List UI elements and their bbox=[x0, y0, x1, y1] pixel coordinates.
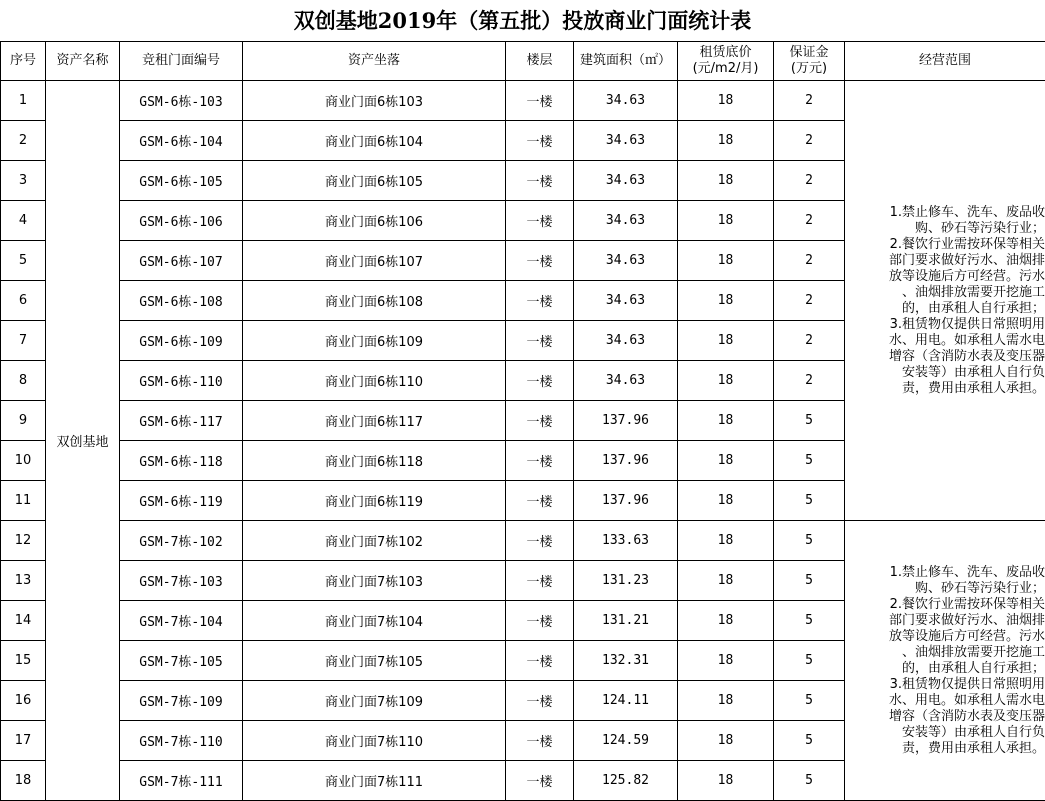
cell-floor: 一楼 bbox=[506, 201, 574, 241]
cell-location: 商业门面7栋104 bbox=[243, 601, 506, 641]
cell-seq: 5 bbox=[1, 241, 46, 281]
cell-seq: 17 bbox=[1, 721, 46, 761]
cell-location: 商业门面6栋104 bbox=[243, 121, 506, 161]
scope-line: 安装等）由承租人自行负 bbox=[901, 724, 1045, 740]
cell-scope bbox=[845, 521, 1045, 801]
cell-store-code: GSM-6栋-105 bbox=[120, 161, 243, 201]
cell-rent: 18 bbox=[678, 561, 774, 601]
scope-line: 、油烟排放需要开挖施工 bbox=[901, 284, 1045, 300]
cell-store-code: GSM-7栋-102 bbox=[120, 521, 243, 561]
cell-floor: 一楼 bbox=[506, 681, 574, 721]
cell-store-code: GSM-7栋-110 bbox=[120, 721, 243, 761]
cell-rent: 18 bbox=[678, 281, 774, 321]
cell-area: 124.59 bbox=[574, 721, 678, 761]
scope-line: 责，费用由承租人承担。 bbox=[901, 380, 1045, 396]
cell-rent: 18 bbox=[678, 601, 774, 641]
cell-floor: 一楼 bbox=[506, 401, 574, 441]
cell-store-code: GSM-6栋-107 bbox=[120, 241, 243, 281]
cell-floor: 一楼 bbox=[506, 521, 574, 561]
cell-location: 商业门面6栋105 bbox=[243, 161, 506, 201]
header-row bbox=[1, 42, 1045, 81]
scope-line: 的，由承租人自行承担； bbox=[901, 660, 1045, 676]
header-scope: 经营范围 bbox=[845, 42, 1045, 81]
cell-seq: 10 bbox=[1, 441, 46, 481]
cell-area: 137.96 bbox=[574, 441, 678, 481]
cell-area: 34.63 bbox=[574, 361, 678, 401]
cell-location: 商业门面6栋118 bbox=[243, 441, 506, 481]
scope-line: 、油烟排放需要开挖施工 bbox=[901, 644, 1045, 660]
table-row bbox=[1, 521, 1045, 561]
cell-seq: 13 bbox=[1, 561, 46, 601]
cell-store-code: GSM-7栋-103 bbox=[120, 561, 243, 601]
cell-location: 商业门面7栋103 bbox=[243, 561, 506, 601]
header-rent bbox=[678, 42, 774, 81]
cell-rent: 18 bbox=[678, 521, 774, 561]
cell-store-code: GSM-7栋-105 bbox=[120, 641, 243, 681]
scope-line: 水、用电。如承租人需水电 bbox=[888, 692, 1045, 708]
cell-rent: 18 bbox=[678, 761, 774, 801]
scope-line: 部门要求做好污水、油烟排 bbox=[888, 252, 1045, 268]
cell-store-code: GSM-6栋-106 bbox=[120, 201, 243, 241]
cell-seq: 11 bbox=[1, 481, 46, 521]
page-title: 双创基地2019年（第五批）投放商业门面统计表 bbox=[293, 8, 752, 33]
scope-line: 2.餐饮行业需按环保等相关 bbox=[889, 596, 1045, 612]
cell-seq: 4 bbox=[1, 201, 46, 241]
cell-rent: 18 bbox=[678, 681, 774, 721]
cell-rent: 18 bbox=[678, 481, 774, 521]
cell-area: 131.23 bbox=[574, 561, 678, 601]
cell-location: 商业门面6栋109 bbox=[243, 321, 506, 361]
cell-seq: 18 bbox=[1, 761, 46, 801]
header-location: 资产坐落 bbox=[243, 42, 506, 81]
cell-deposit: 5 bbox=[774, 681, 845, 721]
cell-deposit: 5 bbox=[774, 601, 845, 641]
cell-seq: 3 bbox=[1, 161, 46, 201]
cell-rent: 18 bbox=[678, 721, 774, 761]
scope-line: 1.禁止修车、洗车、废品收 bbox=[889, 564, 1045, 580]
cell-deposit: 2 bbox=[774, 281, 845, 321]
scope-line: 水、用电。如承租人需水电 bbox=[888, 332, 1045, 348]
cell-rent: 18 bbox=[678, 161, 774, 201]
cell-deposit: 5 bbox=[774, 401, 845, 441]
cell-area: 132.31 bbox=[574, 641, 678, 681]
cell-area: 125.82 bbox=[574, 761, 678, 801]
scope-line: 3.租赁物仅提供日常照明用 bbox=[889, 676, 1045, 692]
cell-area: 34.63 bbox=[574, 281, 678, 321]
cell-floor: 一楼 bbox=[506, 761, 574, 801]
cell-deposit: 5 bbox=[774, 441, 845, 481]
cell-floor: 一楼 bbox=[506, 441, 574, 481]
cell-deposit: 2 bbox=[774, 241, 845, 281]
cell-floor: 一楼 bbox=[506, 281, 574, 321]
cell-seq: 7 bbox=[1, 321, 46, 361]
cell-rent: 18 bbox=[678, 361, 774, 401]
table-row bbox=[1, 81, 1045, 121]
cell-area: 34.63 bbox=[574, 321, 678, 361]
header-deposit bbox=[774, 42, 845, 81]
scope-line: 安装等）由承租人自行负 bbox=[901, 364, 1045, 380]
cell-rent: 18 bbox=[678, 121, 774, 161]
cell-seq: 14 bbox=[1, 601, 46, 641]
cell-floor: 一楼 bbox=[506, 361, 574, 401]
cell-location: 商业门面7栋105 bbox=[243, 641, 506, 681]
cell-deposit: 2 bbox=[774, 81, 845, 121]
header-asset-name: 资产名称 bbox=[46, 42, 120, 81]
scope-line: 3.租赁物仅提供日常照明用 bbox=[889, 316, 1045, 332]
cell-deposit: 2 bbox=[774, 201, 845, 241]
cell-seq: 9 bbox=[1, 401, 46, 441]
cell-deposit: 5 bbox=[774, 721, 845, 761]
cell-store-code: GSM-6栋-109 bbox=[120, 321, 243, 361]
cell-location: 商业门面7栋102 bbox=[243, 521, 506, 561]
cell-area: 34.63 bbox=[574, 241, 678, 281]
cell-rent: 18 bbox=[678, 321, 774, 361]
header-deposit-line2: (万元) bbox=[790, 61, 828, 76]
cell-store-code: GSM-6栋-103 bbox=[120, 81, 243, 121]
cell-rent: 18 bbox=[678, 241, 774, 281]
cell-rent: 18 bbox=[678, 401, 774, 441]
cell-floor: 一楼 bbox=[506, 481, 574, 521]
cell-floor: 一楼 bbox=[506, 121, 574, 161]
cell-store-code: GSM-7栋-109 bbox=[120, 681, 243, 721]
cell-area: 124.11 bbox=[574, 681, 678, 721]
header-deposit-line1: 保证金 bbox=[789, 45, 829, 60]
cell-area: 131.21 bbox=[574, 601, 678, 641]
cell-store-code: GSM-6栋-110 bbox=[120, 361, 243, 401]
scope-line: 放等设施后方可经营。污水 bbox=[888, 268, 1045, 284]
cell-deposit: 5 bbox=[774, 761, 845, 801]
cell-area: 133.63 bbox=[574, 521, 678, 561]
scope-line: 2.餐饮行业需按环保等相关 bbox=[889, 236, 1045, 252]
header-floor: 楼层 bbox=[506, 42, 574, 81]
cell-deposit: 2 bbox=[774, 161, 845, 201]
cell-rent: 18 bbox=[678, 201, 774, 241]
header-area: 建筑面积（㎡） bbox=[574, 42, 678, 81]
cell-seq: 1 bbox=[1, 81, 46, 121]
cell-area: 34.63 bbox=[574, 201, 678, 241]
cell-store-code: GSM-6栋-104 bbox=[120, 121, 243, 161]
cell-seq: 15 bbox=[1, 641, 46, 681]
cell-floor: 一楼 bbox=[506, 321, 574, 361]
cell-scope bbox=[845, 81, 1045, 521]
table-body bbox=[1, 81, 1045, 801]
scope-line: 放等设施后方可经营。污水 bbox=[888, 628, 1045, 644]
header-seq: 序号 bbox=[1, 42, 46, 81]
cell-deposit: 5 bbox=[774, 641, 845, 681]
cell-area: 34.63 bbox=[574, 121, 678, 161]
cell-floor: 一楼 bbox=[506, 601, 574, 641]
cell-location: 商业门面7栋109 bbox=[243, 681, 506, 721]
cell-deposit: 5 bbox=[774, 561, 845, 601]
cell-seq: 8 bbox=[1, 361, 46, 401]
cell-location: 商业门面6栋119 bbox=[243, 481, 506, 521]
scope-line: 购、砂石等污染行业； bbox=[914, 220, 1045, 236]
cell-floor: 一楼 bbox=[506, 241, 574, 281]
scope-line: 部门要求做好污水、油烟排 bbox=[888, 612, 1045, 628]
cell-deposit: 2 bbox=[774, 321, 845, 361]
cell-location: 商业门面6栋108 bbox=[243, 281, 506, 321]
store-table bbox=[0, 41, 1045, 801]
cell-rent: 18 bbox=[678, 641, 774, 681]
header-rent-line2: (元/m2/月) bbox=[692, 61, 759, 76]
cell-location: 商业门面6栋110 bbox=[243, 361, 506, 401]
cell-rent: 18 bbox=[678, 81, 774, 121]
cell-store-code: GSM-6栋-119 bbox=[120, 481, 243, 521]
scope-line: 增容（含消防水表及变压器 bbox=[888, 708, 1045, 724]
cell-floor: 一楼 bbox=[506, 81, 574, 121]
cell-store-code: GSM-6栋-118 bbox=[120, 441, 243, 481]
cell-location: 商业门面6栋117 bbox=[243, 401, 506, 441]
cell-seq: 2 bbox=[1, 121, 46, 161]
cell-area: 34.63 bbox=[574, 81, 678, 121]
cell-deposit: 2 bbox=[774, 361, 845, 401]
cell-floor: 一楼 bbox=[506, 161, 574, 201]
cell-rent: 18 bbox=[678, 441, 774, 481]
cell-area: 34.63 bbox=[574, 161, 678, 201]
cell-floor: 一楼 bbox=[506, 641, 574, 681]
cell-location: 商业门面7栋111 bbox=[243, 761, 506, 801]
cell-location: 商业门面7栋110 bbox=[243, 721, 506, 761]
header-rent-line1: 租赁底价 bbox=[699, 45, 752, 60]
cell-seq: 12 bbox=[1, 521, 46, 561]
cell-deposit: 5 bbox=[774, 521, 845, 561]
cell-location: 商业门面6栋106 bbox=[243, 201, 506, 241]
cell-floor: 一楼 bbox=[506, 721, 574, 761]
scope-line: 1.禁止修车、洗车、废品收 bbox=[889, 204, 1045, 220]
header-store-code: 竞租门面编号 bbox=[120, 42, 243, 81]
scope-line: 购、砂石等污染行业； bbox=[914, 580, 1045, 596]
cell-store-code: GSM-7栋-111 bbox=[120, 761, 243, 801]
scope-line: 的，由承租人自行承担； bbox=[901, 300, 1045, 316]
cell-store-code: GSM-6栋-117 bbox=[120, 401, 243, 441]
scope-line: 增容（含消防水表及变压器 bbox=[888, 348, 1045, 364]
cell-store-code: GSM-7栋-104 bbox=[120, 601, 243, 641]
cell-location: 商业门面6栋103 bbox=[243, 81, 506, 121]
cell-area: 137.96 bbox=[574, 481, 678, 521]
cell-floor: 一楼 bbox=[506, 561, 574, 601]
cell-asset-name: 双创基地 bbox=[46, 81, 120, 801]
cell-area: 137.96 bbox=[574, 401, 678, 441]
cell-deposit: 5 bbox=[774, 481, 845, 521]
cell-location: 商业门面6栋107 bbox=[243, 241, 506, 281]
scope-line: 责，费用由承租人承担。 bbox=[901, 740, 1045, 756]
cell-store-code: GSM-6栋-108 bbox=[120, 281, 243, 321]
cell-seq: 16 bbox=[1, 681, 46, 721]
cell-seq: 6 bbox=[1, 281, 46, 321]
cell-deposit: 2 bbox=[774, 121, 845, 161]
